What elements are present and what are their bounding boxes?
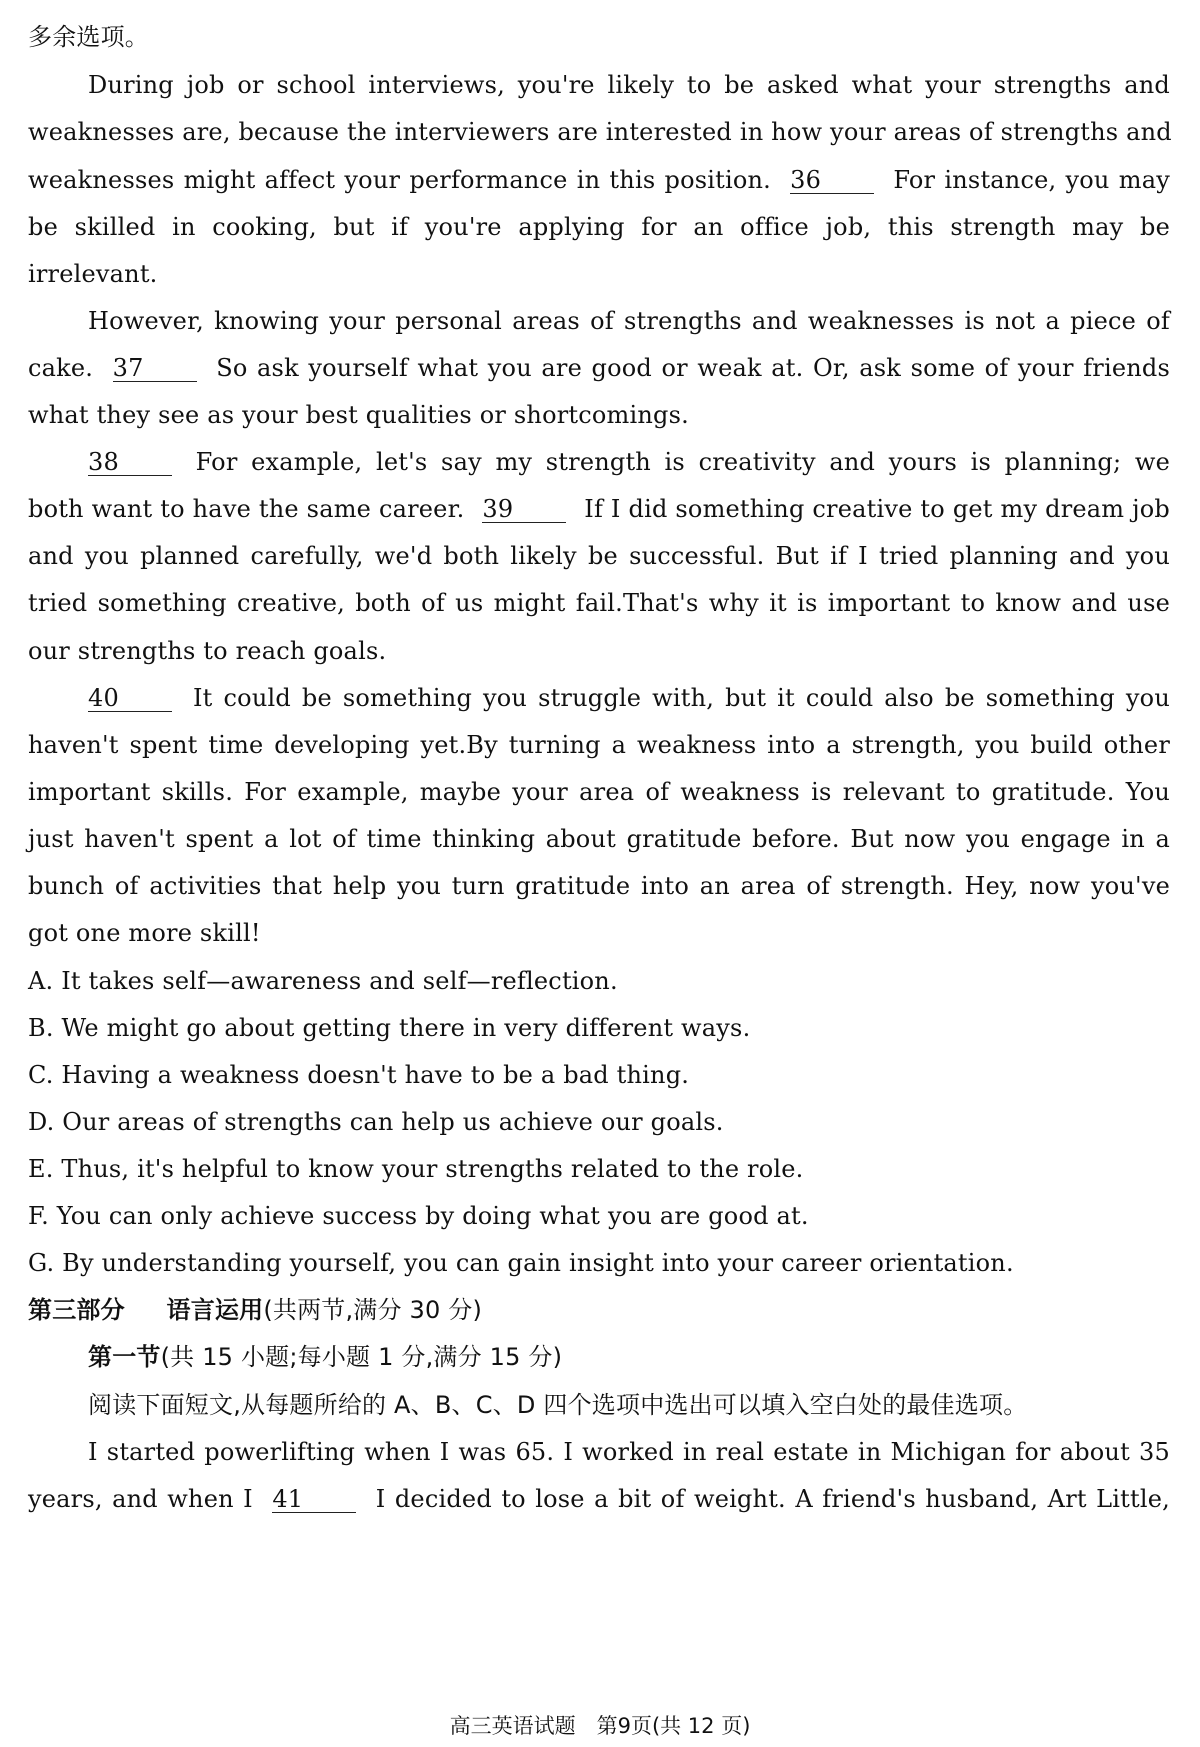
blank-38: 38 bbox=[88, 449, 172, 476]
p3-line-2b: If I did something creative to get my dream job bbox=[584, 495, 1170, 523]
p1-line-1: During job or school interviews, you're likely to be asked what your strengths and bbox=[88, 71, 1170, 99]
p4-line-2: haven't spent time developing yet.By turning a weakness into a strength, you build other bbox=[28, 731, 1170, 759]
p4-line-1 bbox=[88, 683, 1170, 713]
section-3-note: (共两节,满分 30 分) bbox=[263, 1296, 483, 1324]
p3-line-1b: For example, let's say my strength is creativity and yours is planning; we bbox=[195, 448, 1170, 476]
instruction: 阅读下面短文,从每题所给的 A、B、C、D 四个选项中选出可以填入空白处的最佳选项。 bbox=[88, 1391, 1028, 1419]
section-3-heading bbox=[28, 1295, 1170, 1325]
p2-line-2a: cake. bbox=[28, 354, 94, 382]
p1-line-5: irrelevant. bbox=[28, 260, 158, 288]
blank-39: 39 bbox=[482, 496, 566, 523]
option-e: E. Thus, it's helpful to know your strengths related to the role. bbox=[28, 1155, 804, 1183]
p2-line-3: what they see as your best qualities or shortcomings. bbox=[28, 401, 689, 429]
p2-line-2b: So ask yourself what you are good or weak at. Or, ask some of your friends bbox=[216, 354, 1170, 382]
p5-line-2a: years, and when I bbox=[28, 1485, 253, 1513]
option-a: A. It takes self—awareness and self—reflection. bbox=[28, 967, 618, 995]
section-3-1-title: 第一节 bbox=[88, 1343, 161, 1371]
p3-line-4: tried something creative, both of us might fail.That's why it is important to know and use bbox=[28, 589, 1170, 617]
p3-line-3: and you planned carefully, we'd both likely be successful. But if I tried planning and you bbox=[28, 542, 1170, 570]
blank-37: 37 bbox=[113, 355, 197, 382]
option-g: G. By understanding yourself, you can gain insight into your career orientation. bbox=[28, 1249, 1014, 1277]
p5-line-1: I started powerlifting when I was 65. I worked in real estate in Michigan for about 35 bbox=[88, 1438, 1170, 1466]
intro-line: 多余选项。 bbox=[28, 23, 149, 51]
p3-line-2a: both want to have the same career. bbox=[28, 495, 465, 523]
option-c: C. Having a weakness doesn't have to be a bad thing. bbox=[28, 1061, 690, 1089]
p4-line-6: got one more skill! bbox=[28, 919, 261, 947]
p1-line-3a: weaknesses might affect your performance in this position. bbox=[28, 166, 771, 194]
p1-line-3b: For instance, you may bbox=[893, 166, 1170, 194]
section-3-title: 第三部分 bbox=[28, 1296, 125, 1324]
option-d: D. Our areas of strengths can help us achieve our goals. bbox=[28, 1108, 724, 1136]
p5-line-2 bbox=[28, 1484, 1170, 1514]
page-footer: 高三英语试题 第9页(共 12 页) bbox=[449, 1714, 751, 1738]
section-3-subtitle: 语言运用 bbox=[166, 1296, 264, 1324]
p4-line-5: bunch of activities that help you turn gratitude into an area of strength. Hey, now you've bbox=[28, 872, 1170, 900]
p4-line-1b: It could be something you struggle with, but it could also be something you bbox=[193, 684, 1170, 712]
p1-line-3 bbox=[28, 165, 1170, 195]
option-f: F. You can only achieve success by doing what you are good at. bbox=[28, 1202, 809, 1230]
p3-line-2 bbox=[28, 494, 1170, 524]
section-3-1-note: (共 15 小题;每小题 1 分,满分 15 分) bbox=[160, 1343, 563, 1371]
p4-line-3: important skills. For example, maybe your area of weakness is relevant to gratitude. You bbox=[28, 778, 1170, 806]
option-b: B. We might go about getting there in very different ways. bbox=[28, 1014, 751, 1042]
p1-line-4: be skilled in cooking, but if you're applying for an office job, this strength may be bbox=[28, 213, 1170, 241]
blank-40: 40 bbox=[88, 685, 172, 712]
p3-line-5: our strengths to reach goals. bbox=[28, 637, 387, 665]
blank-41: 41 bbox=[272, 1486, 356, 1513]
p1-line-2: weaknesses are, because the interviewers are interested in how your areas of strengths and bbox=[28, 118, 1172, 146]
p2-line-2 bbox=[28, 353, 1170, 383]
p2-line-1: However, knowing your personal areas of strengths and weaknesses is not a piece of bbox=[88, 307, 1170, 335]
p5-line-2b: I decided to lose a bit of weight. A friend's husband, Art Little, bbox=[375, 1485, 1170, 1513]
section-3-1-heading bbox=[88, 1342, 1170, 1372]
p3-line-1 bbox=[88, 447, 1170, 477]
blank-36: 36 bbox=[790, 167, 874, 194]
p4-line-4: just haven't spent a lot of time thinking about gratitude before. But now you engage in a bbox=[28, 825, 1170, 853]
